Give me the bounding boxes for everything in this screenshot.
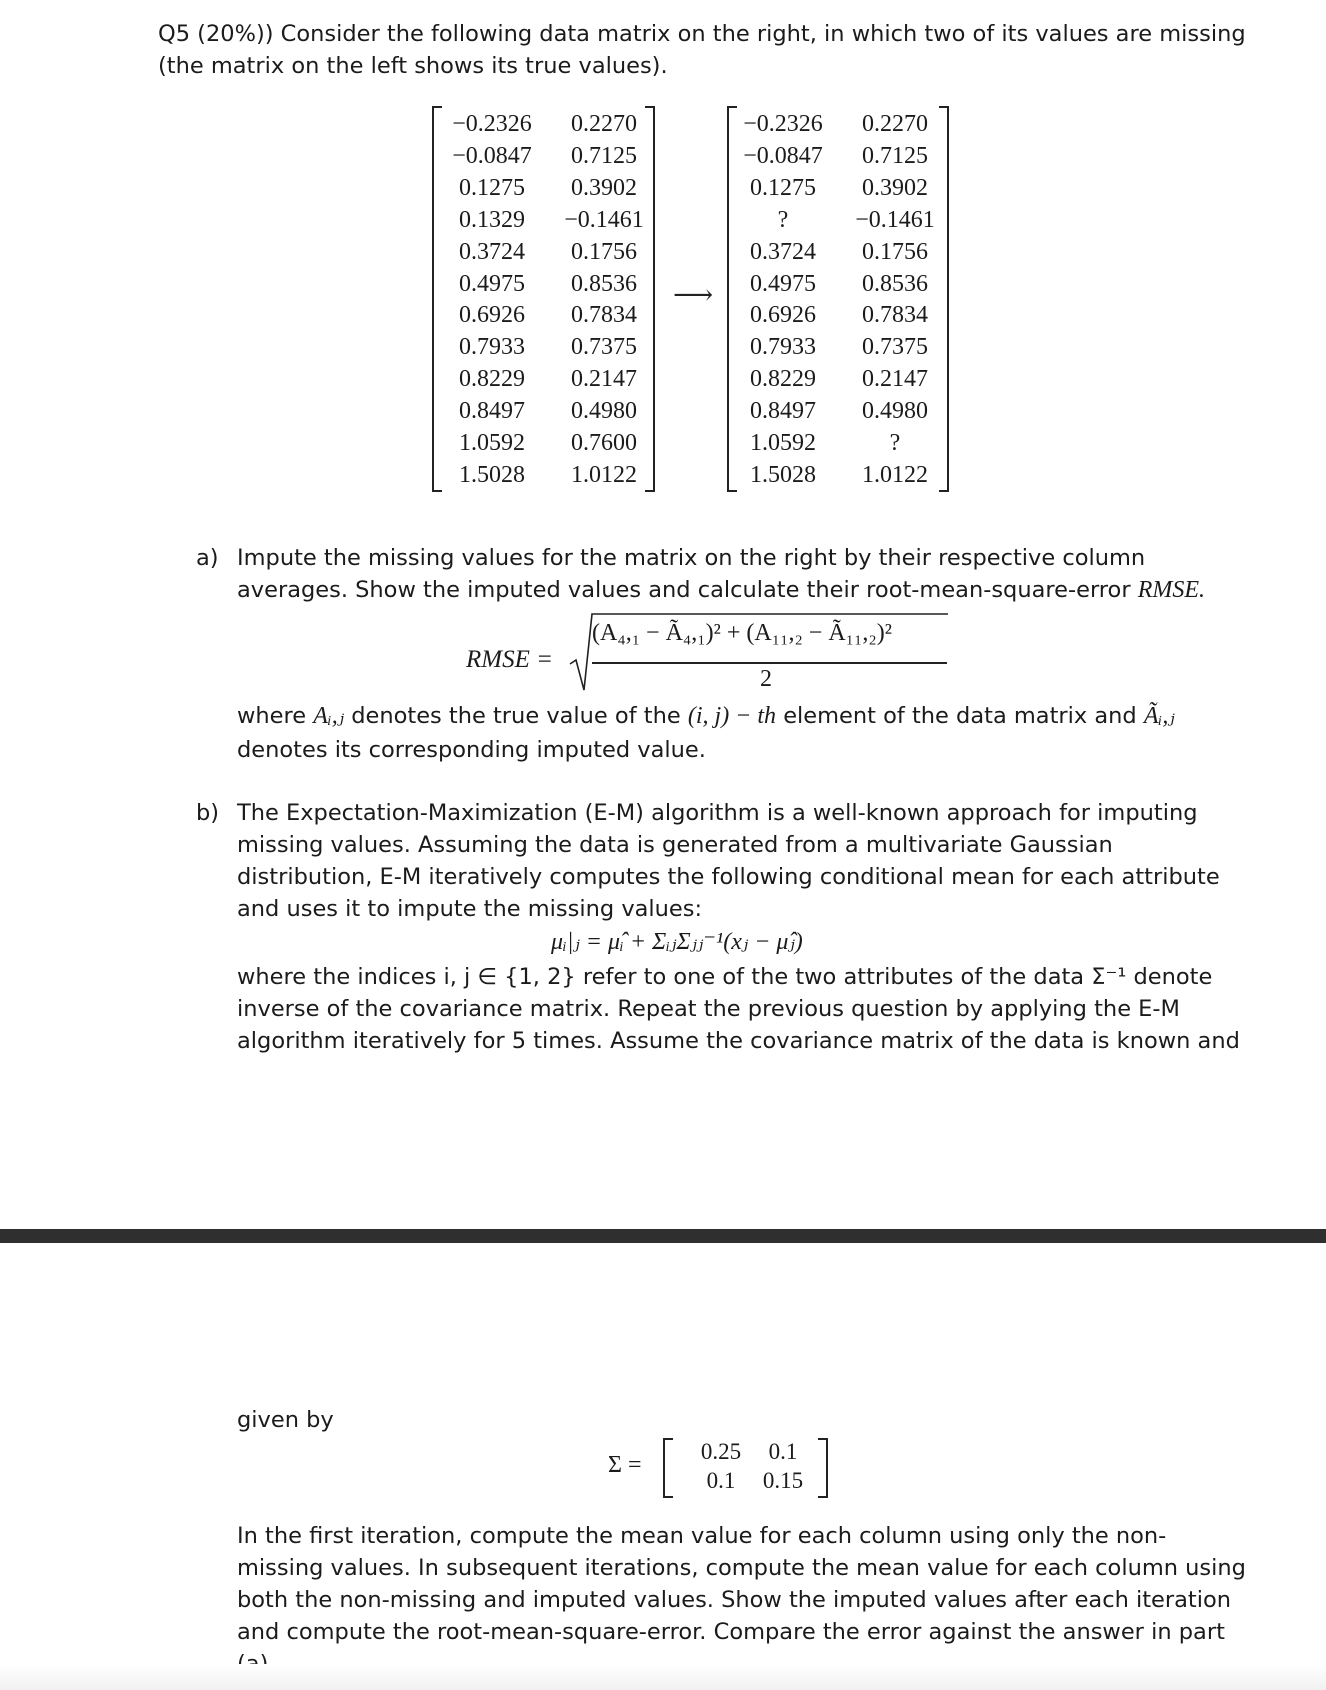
matrix-cell: 0.4975 — [750, 270, 816, 297]
matrix-cell: 0.2147 — [571, 366, 637, 393]
true-values-matrix — [432, 106, 655, 492]
matrix-cell: −0.0847 — [743, 142, 823, 169]
matrix-cell: 0.2270 — [571, 111, 637, 137]
matrix-cell: 0.8536 — [571, 270, 637, 297]
matrix-cell: −0.2326 — [452, 111, 532, 137]
matrix-cell: 0.1 — [768, 1439, 798, 1464]
matrix-cell: ? — [777, 206, 789, 233]
part-b-line5: where the indices i, j ∈ {1, 2} refer to one of the two attributes of the data Σ⁻¹ denote — [237, 964, 1213, 990]
matrix-cell: 1.0592 — [750, 430, 816, 456]
question-header-line1: Q5 (20%)) Consider the following data matrix on the right, in which two of its values are missing — [158, 21, 1246, 47]
matrix-cell: 1.0592 — [459, 430, 525, 456]
matrix-cell: 0.8497 — [750, 398, 816, 425]
matrix-cell: 0.7125 — [862, 142, 928, 169]
part-a-label: a) — [196, 545, 219, 571]
matrix-cell: ? — [889, 430, 901, 456]
matrix-cell: 0.25 — [700, 1439, 742, 1464]
matrix-cell: 1.0122 — [862, 461, 928, 488]
conditional-mean-equation: μᵢ|ⱼ = μ̂ᵢ + ΣᵢⱼΣⱼⱼ⁻¹(xⱼ − μ̂ⱼ) — [551, 929, 803, 955]
part-b-line6: inverse of the covariance matrix. Repeat the previous question by applying the E-M — [237, 996, 1180, 1022]
part-b-para-line4: and compute the root-mean-square-error. Compare the error against the answer in part — [237, 1619, 1225, 1645]
page-divider — [0, 1229, 1326, 1243]
matrix-cell: 0.7834 — [862, 302, 928, 329]
matrix-cell: 0.7600 — [571, 430, 637, 456]
rmse-symbol: RMSE. — [1137, 577, 1206, 603]
sigma-label: Σ = — [608, 1452, 642, 1478]
rmse-numerator: (A₄,₁ − Ã₄,₁)² + (A₁₁,₂ − Ã₁₁,₂)² — [592, 620, 892, 646]
matrix-cell: 0.4980 — [571, 398, 637, 425]
matrix-cell: 0.3724 — [459, 238, 525, 265]
matrix-cell: 0.3902 — [862, 174, 928, 201]
matrix-cell: −0.2326 — [743, 111, 823, 137]
given-by-label: given by — [237, 1407, 334, 1433]
arrow-icon: ⟶ — [673, 280, 714, 311]
matrix-cell: 0.8536 — [862, 270, 928, 297]
matrix-cell: 0.3902 — [571, 174, 637, 201]
matrix-cell: −0.1461 — [564, 206, 644, 233]
matrix-cell: 0.2270 — [862, 111, 928, 137]
matrix-cell: 0.2147 — [862, 366, 928, 393]
matrix-cell: −0.0847 — [452, 142, 532, 169]
matrix-cell: 0.7375 — [862, 334, 928, 361]
part-b-line3: distribution, E-M iteratively computes the following conditional mean for each attribute — [237, 864, 1220, 890]
matrix-cell: 0.8229 — [750, 366, 816, 393]
matrix-cell: 0.8497 — [459, 398, 525, 425]
matrix-cell: 0.1275 — [750, 174, 816, 201]
part-b-para-line1: In the first iteration, compute the mean value for each column using only the non- — [237, 1523, 1167, 1549]
matrix-cell: 0.7933 — [750, 334, 816, 361]
part-b-line7: algorithm iteratively for 5 times. Assume the covariance matrix of the data is known and — [237, 1028, 1240, 1054]
part-a-line2: averages. Show the imputed values and calculate their root-mean-square-error RMSE. — [237, 577, 1206, 603]
part-b-line2: missing values. Assuming the data is generated from a multivariate Gaussian — [237, 832, 1113, 858]
matrix-cell: 0.1329 — [459, 206, 525, 233]
part-b-para-line2: missing values. In subsequent iterations, compute the mean value for each column using — [237, 1555, 1246, 1581]
matrix-cell: 0.1275 — [459, 174, 525, 201]
part-b-label: b) — [196, 800, 220, 826]
rmse-denominator: 2 — [760, 666, 772, 692]
missing-values-matrix — [727, 106, 949, 492]
matrix-cell: 0.7375 — [571, 334, 637, 361]
matrix-cell: 0.4980 — [862, 398, 928, 425]
matrix-cell: 1.5028 — [459, 461, 525, 488]
part-b-para-line3: both the non-missing and imputed values. Show the imputed values after each iteration — [237, 1587, 1232, 1613]
part-b-line4: and uses it to impute the missing values: — [237, 896, 703, 922]
matrix-cell: 0.6926 — [459, 302, 525, 329]
matrix-cell: 0.1756 — [571, 238, 637, 265]
page-bottom-shadow — [0, 1664, 1326, 1690]
matrix-cell: 0.6926 — [750, 302, 816, 329]
matrix-cell: 0.1 — [706, 1468, 736, 1493]
matrix-cell: 0.7125 — [571, 142, 637, 169]
part-a-line1: Impute the missing values for the matrix on the right by their respective column — [237, 545, 1146, 571]
matrix-cell: 0.3724 — [750, 238, 816, 265]
matrix-cell: 0.7834 — [571, 302, 637, 329]
matrix-cell: 0.4975 — [459, 270, 525, 297]
fraction-bar — [592, 662, 947, 664]
part-b-line1: The Expectation-Maximization (E-M) algorithm is a well-known approach for imputing — [237, 800, 1198, 826]
covariance-matrix — [663, 1438, 828, 1498]
matrix-cell: 1.5028 — [750, 461, 816, 488]
matrix-cell: 0.15 — [762, 1468, 804, 1493]
matrix-cell: 0.8229 — [459, 366, 525, 393]
matrix-cell: 1.0122 — [571, 461, 637, 488]
part-a-where-line1: where Aᵢ,ⱼ denotes the true value of the (i, j) − th element of the data matrix and Ãᵢ,ⱼ — [237, 703, 1175, 729]
rmse-lhs: RMSE = — [466, 646, 553, 673]
matrix-cell: 0.7933 — [459, 334, 525, 361]
matrix-cell: −0.1461 — [855, 206, 935, 233]
part-a-where-line2: denotes its corresponding imputed value. — [237, 737, 706, 763]
question-header-line2: (the matrix on the left shows its true values). — [158, 53, 668, 79]
matrix-cell: 0.1756 — [862, 238, 928, 265]
